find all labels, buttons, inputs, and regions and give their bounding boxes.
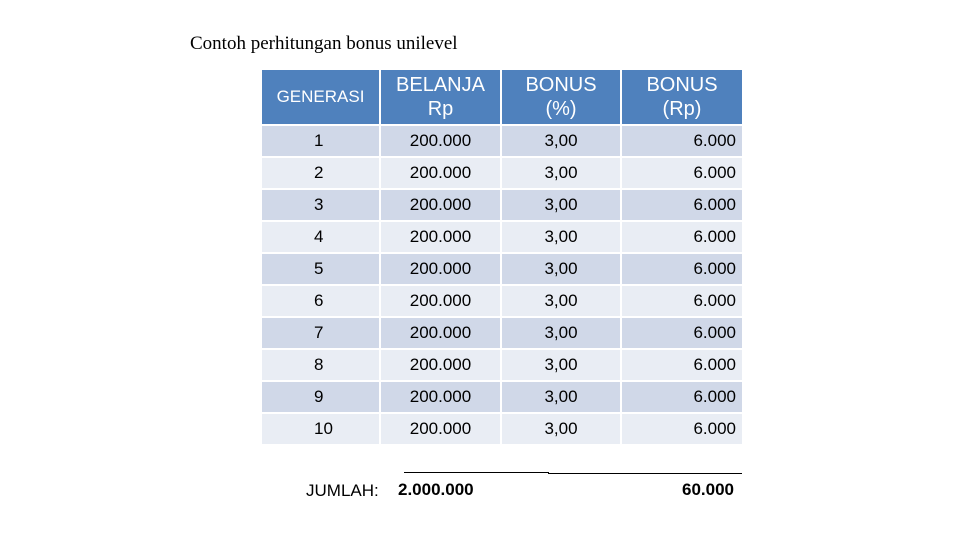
cell-belanja: 200.000 xyxy=(381,190,500,220)
cell-belanja: 200.000 xyxy=(381,254,500,284)
header-bonus-rp-line2: (Rp) xyxy=(662,98,702,120)
header-bonus-percent xyxy=(502,70,620,124)
table-row xyxy=(262,350,742,380)
total-underline-right xyxy=(548,473,742,474)
cell-bonus-rp: 6.000 xyxy=(622,254,742,284)
cell-bonus-rp: 6.000 xyxy=(622,414,742,444)
cell-bonus-rp: 6.000 xyxy=(622,190,742,220)
cell-bonus-percent: 3,00 xyxy=(502,158,620,188)
cell-belanja: 200.000 xyxy=(381,222,500,252)
cell-generasi: 3 xyxy=(262,190,379,220)
header-bonus-rp xyxy=(622,70,742,124)
cell-bonus-percent: 3,00 xyxy=(502,254,620,284)
cell-bonus-percent: 3,00 xyxy=(502,414,620,444)
cell-belanja: 200.000 xyxy=(381,286,500,316)
cell-belanja: 200.000 xyxy=(381,126,500,156)
cell-generasi: 2 xyxy=(262,158,379,188)
cell-belanja: 200.000 xyxy=(381,382,500,412)
cell-generasi: 8 xyxy=(262,350,379,380)
total-belanja: 2.000.000 xyxy=(398,480,474,499)
cell-bonus-rp: 6.000 xyxy=(622,222,742,252)
cell-bonus-percent: 3,00 xyxy=(502,350,620,380)
cell-bonus-rp: 6.000 xyxy=(622,126,742,156)
cell-generasi: 7 xyxy=(262,318,379,348)
total-underline-left xyxy=(404,472,549,473)
header-generasi: GENERASI xyxy=(262,70,379,124)
page-title: Contoh perhitungan bonus unilevel xyxy=(190,33,458,54)
cell-belanja: 200.000 xyxy=(381,350,500,380)
cell-bonus-percent: 3,00 xyxy=(502,190,620,220)
table-row xyxy=(262,286,742,316)
cell-generasi: 1 xyxy=(262,126,379,156)
table-body xyxy=(262,126,742,444)
header-bonus-percent-line2: (%) xyxy=(545,98,577,120)
table-row xyxy=(262,190,742,220)
table-row xyxy=(262,382,742,412)
table-row xyxy=(262,158,742,188)
cell-bonus-rp: 6.000 xyxy=(622,286,742,316)
cell-bonus-percent: 3,00 xyxy=(502,222,620,252)
cell-generasi: 6 xyxy=(262,286,379,316)
header-belanja-line1: BELANJA xyxy=(396,74,485,96)
header-bonus-rp-line1: BONUS xyxy=(646,74,718,96)
cell-belanja: 200.000 xyxy=(381,414,500,444)
bonus-table xyxy=(260,68,744,446)
cell-bonus-rp: 6.000 xyxy=(622,158,742,188)
cell-bonus-percent: 3,00 xyxy=(502,126,620,156)
header-bonus-percent-line1: BONUS xyxy=(525,74,597,96)
cell-bonus-percent: 3,00 xyxy=(502,382,620,412)
table-row xyxy=(262,414,742,444)
cell-generasi: 9 xyxy=(262,382,379,412)
table-row xyxy=(262,318,742,348)
cell-generasi: 10 xyxy=(262,414,379,444)
table-row xyxy=(262,126,742,156)
cell-bonus-percent: 3,00 xyxy=(502,286,620,316)
cell-belanja: 200.000 xyxy=(381,318,500,348)
table-row xyxy=(262,222,742,252)
table-row xyxy=(262,254,742,284)
cell-bonus-rp: 6.000 xyxy=(622,318,742,348)
cell-belanja: 200.000 xyxy=(381,158,500,188)
header-belanja xyxy=(381,70,500,124)
cell-bonus-rp: 6.000 xyxy=(622,382,742,412)
cell-generasi: 5 xyxy=(262,254,379,284)
total-bonus: 60.000 xyxy=(682,480,734,499)
table-header-row xyxy=(262,70,742,124)
total-label: JUMLAH: xyxy=(306,481,379,500)
header-belanja-line2: Rp xyxy=(427,98,454,120)
cell-bonus-percent: 3,00 xyxy=(502,318,620,348)
cell-bonus-rp: 6.000 xyxy=(622,350,742,380)
cell-generasi: 4 xyxy=(262,222,379,252)
